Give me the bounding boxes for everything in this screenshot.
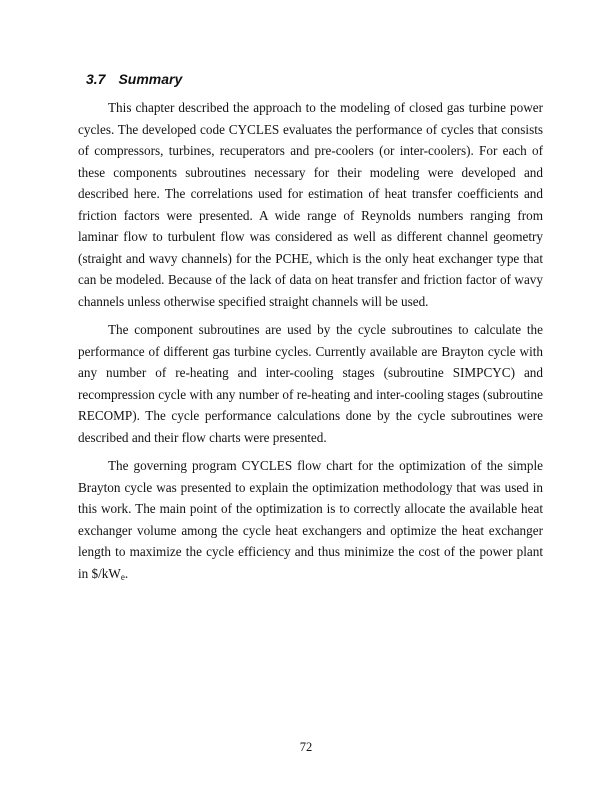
section-heading bbox=[86, 71, 543, 88]
paragraph-1: This chapter described the approach to the modeling of closed gas turbine power cycles. The developed code CYCLES evaluates the performance of cycles that consists of compressors, turbines, recuperators and pre-coolers (or inter-coolers). For each of these components subroutines necessary for their modeling were developed and described here. The correlations used for estimation of heat transfer coefficients and friction factors were presented. A wide range of Reynolds numbers ranging from laminar flow to turbulent flow was considered as well as different channel geometry (straight and wavy channels) for the PCHE, which is the only heat exchanger type that can be modeled. Because of the lack of data on heat transfer and friction factor of wavy channels unless otherwise specified straight channels will be used. bbox=[78, 100, 543, 309]
paragraph-3-text: The governing program CYCLES flow chart for the optimization of the simple Brayton cycle was presented to explain the optimization methodology that was used in this work. The main point of the optimization is to correctly allocate the available heat exchanger volume among the cycle heat exchangers and optimize the heat exchanger length to maximize the cycle efficiency and thus minimize the cost of the power plant in $/kW bbox=[78, 458, 543, 581]
page-number: 72 bbox=[299, 740, 313, 754]
page-footer bbox=[0, 738, 612, 756]
paragraph-3-end: . bbox=[124, 565, 129, 581]
page-content bbox=[78, 71, 543, 591]
paragraph-2: The component subroutines are used by the cycle subroutines to calculate the performance of different gas turbine cycles. Currently available are Brayton cycle with any number of re-heating and inter-cooling stages (subroutine SIMPCYC) and recompression cycle with any number of re-heating and inter-cooling stages (subroutine RECOMP). The cycle performance calculations done by the cycle subroutines were described and their flow charts were presented. bbox=[78, 322, 543, 445]
section-title: Summary bbox=[118, 71, 183, 87]
kw-electric-subscript: e bbox=[120, 571, 125, 582]
section-number: 3.7 bbox=[86, 71, 106, 87]
paragraph-3 bbox=[78, 455, 543, 584]
